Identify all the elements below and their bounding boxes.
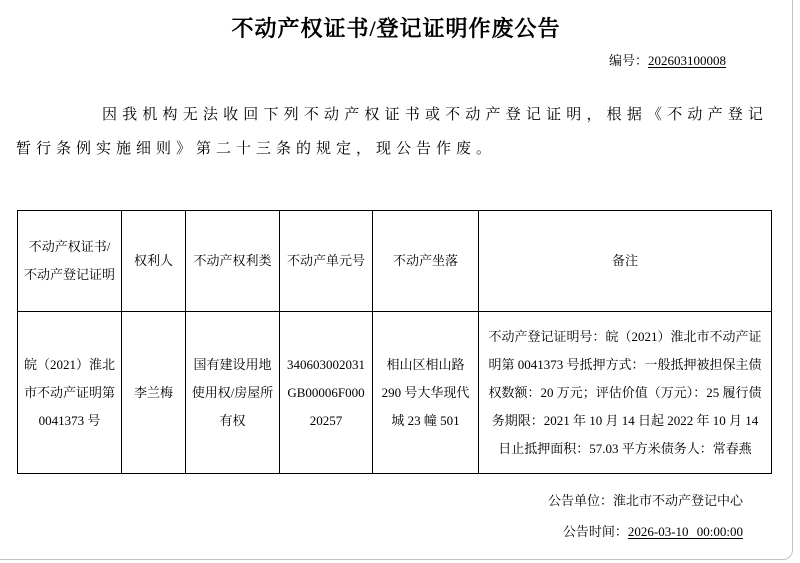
- announcement-time-value: 2026-03-10 00:00:00: [627, 524, 743, 539]
- announcement-time-label: 公告时间：: [562, 524, 628, 539]
- announcement-footer: [0, 485, 792, 547]
- announcement-time-row: [0, 516, 743, 547]
- header-right-type: 不动产权利类: [186, 211, 280, 312]
- doc-number-value: 202603100008: [648, 53, 726, 68]
- cell-unit-number: 340603002031GB00006F00020257: [280, 312, 373, 474]
- announcement-unit-label: 公告单位：: [547, 493, 613, 508]
- table-row: [18, 312, 772, 474]
- header-remark: 备注: [479, 211, 772, 312]
- header-unit-number: 不动产单元号: [280, 211, 373, 312]
- cell-certificate: 皖（2021）淮北市不动产证明第 0041373 号: [18, 312, 122, 474]
- header-certificate: 不动产权证书/不动产登记证明: [18, 211, 122, 312]
- header-holder: 权利人: [122, 211, 186, 312]
- cell-right-type: 国有建设用地使用权/房屋所有权: [186, 312, 280, 474]
- announcement-unit-row: [0, 485, 743, 516]
- certificates-table: [17, 210, 772, 474]
- header-location: 不动产坐落: [373, 211, 479, 312]
- announcement-unit-value: 淮北市不动产登记中心: [612, 493, 743, 508]
- doc-number-label: 编号：: [608, 53, 648, 68]
- table-header-row: [18, 211, 772, 312]
- cell-location: 相山区相山路 290 号大华现代城 23 幢 501: [373, 312, 479, 474]
- cell-remark: 不动产登记证明号：皖（2021）淮北市不动产证明第 0041373 号抵押方式：一般抵押被担保主债权数额：20 万元；评估价值（万元）：25 履行债务期限：2021 年 10 月 14 日起 2022 年 10 月 14 日止抵押面积：57.03 平方米债务人：常春燕: [479, 312, 772, 474]
- doc-number-row: [0, 50, 792, 69]
- page-title: 不动产权证书/登记证明作废公告: [231, 16, 561, 41]
- announcement-paragraph: 因我机构无法收回下列不动产权证书或不动产登记证明，根据《不动产登记暂行条例实施细则》第二十三条的规定，现公告作废。: [16, 107, 768, 157]
- cell-holder: 李兰梅: [122, 312, 186, 474]
